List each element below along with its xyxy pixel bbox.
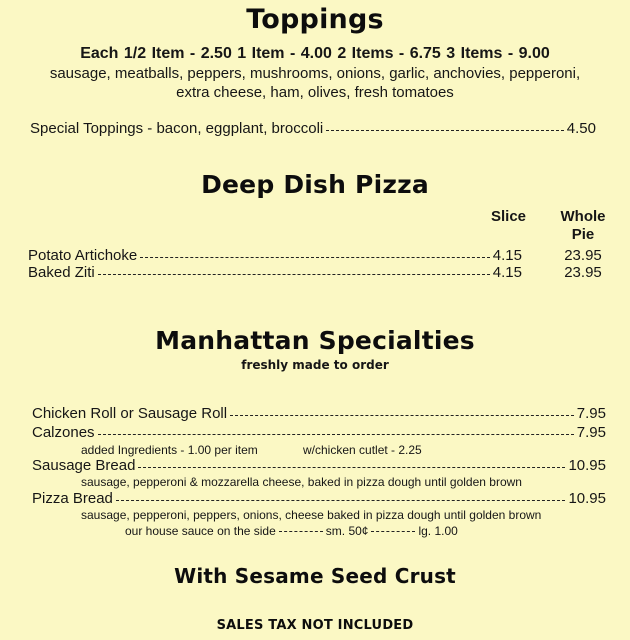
toppings-heading: Toppings	[246, 4, 384, 35]
sauce-small-price: sm. 50¢	[325, 524, 369, 538]
sauce-large-price: lg. 1.00	[418, 524, 458, 538]
menu-item-row	[32, 490, 606, 507]
menu-item-name: Chicken Roll or Sausage Roll	[32, 405, 228, 422]
calzone-chicken-cutlet-note: w/chicken cutlet - 2.25	[303, 443, 422, 457]
menu-item-name: Baked Ziti	[28, 264, 95, 281]
sauce-note-label: our house sauce on the side	[125, 524, 276, 538]
sales-tax-note: SALES TAX NOT INCLUDED	[216, 618, 414, 633]
dot-leader	[230, 415, 574, 416]
pizza-bread-description: sausage, pepperoni, peppers, onions, cheese baked in pizza dough until golden brown	[81, 508, 542, 522]
toppings-price-line: Each 1/2 Item - 2.50 1 Item - 4.00 2 Items - 6.75 3 Items - 9.00	[80, 45, 550, 62]
sausage-bread-description: sausage, pepperoni & mozzarella cheese, baked in pizza dough until golden brown	[81, 475, 522, 489]
whole-pie-column-header-line-1: Whole	[560, 208, 606, 225]
manhattan-subtitle: freshly made to order	[241, 358, 389, 372]
sauce-note-line	[125, 524, 458, 538]
dot-leader	[138, 467, 565, 468]
menu-item-whole-price: 23.95	[564, 247, 602, 264]
menu-item-slice-price: 4.15	[492, 247, 522, 264]
menu-item-row	[32, 457, 606, 474]
manhattan-specialties-heading: Manhattan Specialties	[155, 326, 475, 355]
menu-item-row	[28, 264, 522, 281]
calzone-added-ingredients-note: added Ingredients - 1.00 per item	[81, 443, 258, 457]
menu-item-slice-price: 4.15	[492, 264, 522, 281]
deep-dish-heading: Deep Dish Pizza	[201, 170, 429, 199]
menu-item-price: 7.95	[576, 405, 606, 422]
menu-item-row	[32, 405, 606, 422]
toppings-list-line-2: extra cheese, ham, olives, fresh tomatoes	[176, 84, 454, 101]
menu-item-price: 10.95	[568, 490, 606, 507]
menu-item-price: 10.95	[568, 457, 606, 474]
menu-item-row	[32, 424, 606, 441]
whole-pie-column-header-line-2: Pie	[571, 226, 595, 243]
menu-item-name: Sausage Bread	[32, 457, 136, 474]
menu-item-name: Calzones	[32, 424, 95, 441]
special-toppings-label: Special Toppings - bacon, eggplant, broccoli	[30, 120, 324, 137]
menu-item-whole-price: 23.95	[564, 264, 602, 281]
dot-leader	[98, 434, 574, 435]
menu-item-name: Potato Artichoke	[28, 247, 138, 264]
menu-item-name: Pizza Bread	[32, 490, 113, 507]
dot-leader	[279, 531, 323, 532]
menu-item-row	[28, 247, 522, 264]
dot-leader	[98, 274, 490, 275]
dot-leader	[140, 257, 490, 258]
special-toppings-price: 4.50	[566, 120, 596, 137]
toppings-list-line-1: sausage, meatballs, peppers, mushrooms, onions, garlic, anchovies, pepperoni,	[49, 65, 581, 82]
sesame-crust-heading: With Sesame Seed Crust	[174, 564, 456, 588]
special-toppings-row	[30, 120, 596, 137]
dot-leader	[326, 130, 564, 131]
menu-item-price: 7.95	[576, 424, 606, 441]
dot-leader	[371, 531, 415, 532]
slice-column-header: Slice	[491, 208, 527, 225]
dot-leader	[116, 500, 566, 501]
